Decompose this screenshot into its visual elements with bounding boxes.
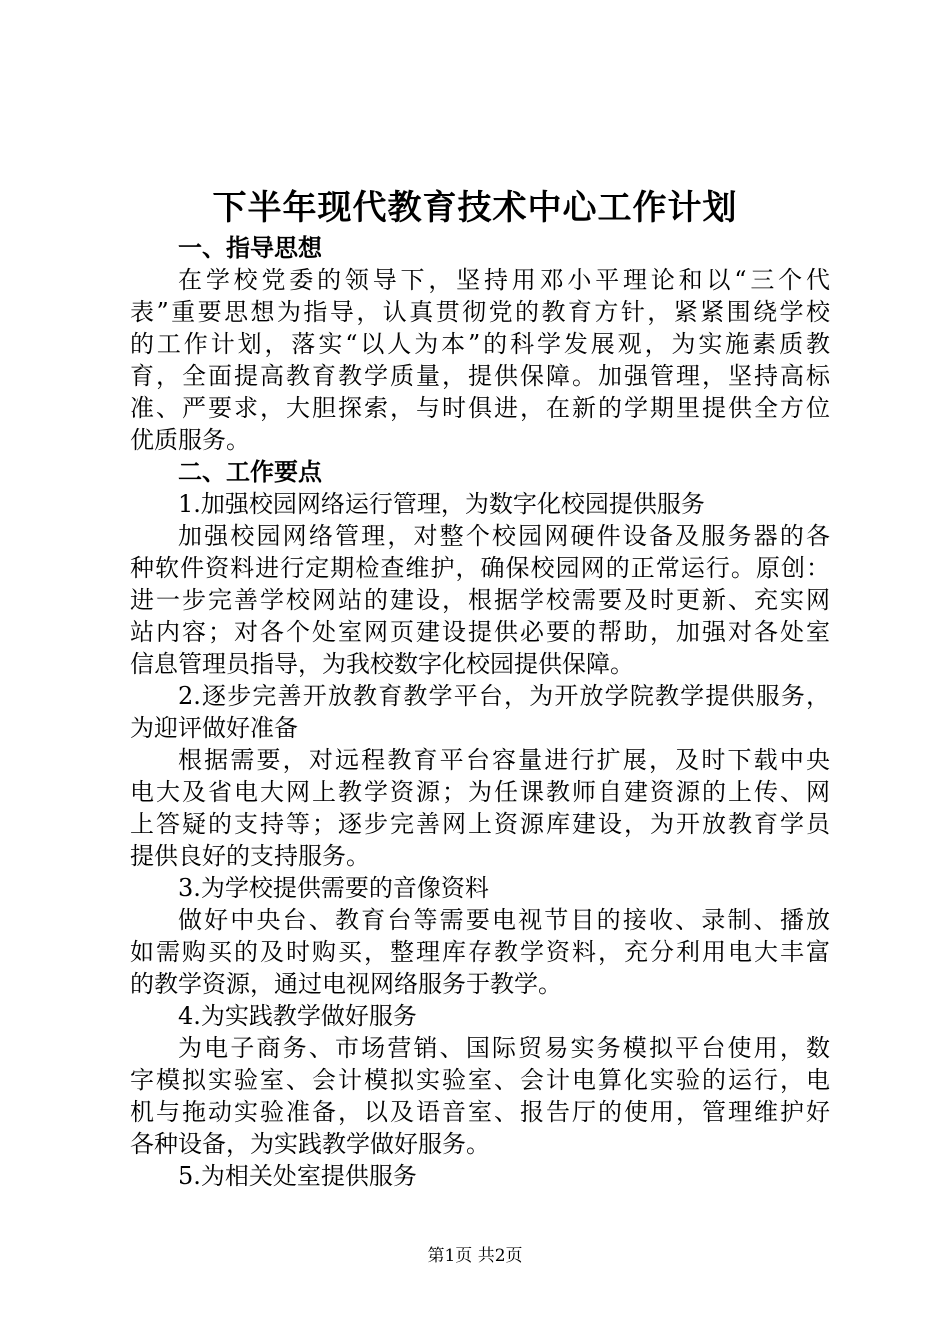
paragraph-line: 提供良好的支持服务。 [130,842,370,870]
paragraph-line: 育，全面提高教育教学质量，提供保障。加强管理，坚持高标 [130,362,830,390]
paragraph-line: 加强校园网络管理，对整个校园网硬件设备及服务器的各 [178,522,830,550]
paragraph-line: 进一步完善学校网站的建设，根据学校需要及时更新、充实网 [130,586,830,614]
paragraph-line: 如需购买的及时购买，整理库存教学资料，充分利用电大丰富 [130,938,830,966]
paragraph-line: 优质服务。 [130,426,250,454]
paragraph-line: 电大及省电大网上教学资源；为任课教师自建资源的上传、网 [130,778,830,806]
paragraph-line: 的教学资源，通过电视网络服务于教学。 [130,970,562,998]
paragraph-item-4 [130,1032,830,1160]
paragraph-item-1 [130,520,830,680]
paragraph-line: 上答疑的支持等；逐步完善网上资源库建设，为开放教育学员 [130,810,830,838]
paragraph-item-2 [130,744,830,872]
item-title-2 [130,680,830,744]
item-title-4: 4.为实践教学做好服务 [178,1002,417,1030]
paragraph-line: 站内容；对各个处室网页建设提供必要的帮助，加强对各处室 [130,618,830,646]
paragraph-line: 信息管理员指导，为我校数字化校园提供保障。 [130,650,634,678]
paragraph-line: 根据需要，对远程教育平台容量进行扩展，及时下载中央 [178,746,830,774]
paragraph-line: 在学校党委的领导下，坚持用邓小平理论和以“三个代 [178,266,830,294]
paragraph-line: 机与拖动实验准备，以及语音室、报告厅的使用，管理维护好 [130,1098,830,1126]
section-heading-work-points: 二、工作要点 [178,458,322,486]
document-title: 下半年现代教育技术中心工作计划 [212,188,738,228]
item-title-3: 3.为学校提供需要的音像资料 [178,874,489,902]
item-title-line: 为迎评做好准备 [130,714,298,742]
paragraph-item-3 [130,904,830,1000]
item-title-5: 5.为相关处室提供服务 [178,1162,417,1190]
paragraph-line: 的工作计划，落实“以人为本”的科学发展观，为实施素质教 [130,330,830,358]
paragraph-guiding-thought [130,264,830,456]
item-title-line: 2.逐步完善开放教育教学平台，为开放学院教学提供服务， [178,682,830,710]
paragraph-line: 为电子商务、市场营销、国际贸易实务模拟平台使用，数 [178,1034,830,1062]
paragraph-line: 做好中央台、教育台等需要电视节目的接收、录制、播放 [178,906,830,934]
item-title-1: 1.加强校园网络运行管理，为数字化校园提供服务 [178,490,705,518]
paragraph-line: 字模拟实验室、会计模拟实验室、会计电算化实验的运行，电 [130,1066,830,1094]
paragraph-line: 表”重要思想为指导，认真贯彻党的教育方针，紧紧围绕学校 [130,298,830,326]
paragraph-line: 种软件资料进行定期检查维护，确保校园网的正常运行。原创： [130,554,830,582]
page-number-footer: 第1页 共2页 [427,1246,523,1266]
paragraph-line: 各种设备，为实践教学做好服务。 [130,1130,490,1158]
section-heading-guiding-thought: 一、指导思想 [178,234,322,262]
paragraph-line: 准、严要求，大胆探索，与时俱进，在新的学期里提供全方位 [130,394,830,422]
document-body [130,232,830,1192]
